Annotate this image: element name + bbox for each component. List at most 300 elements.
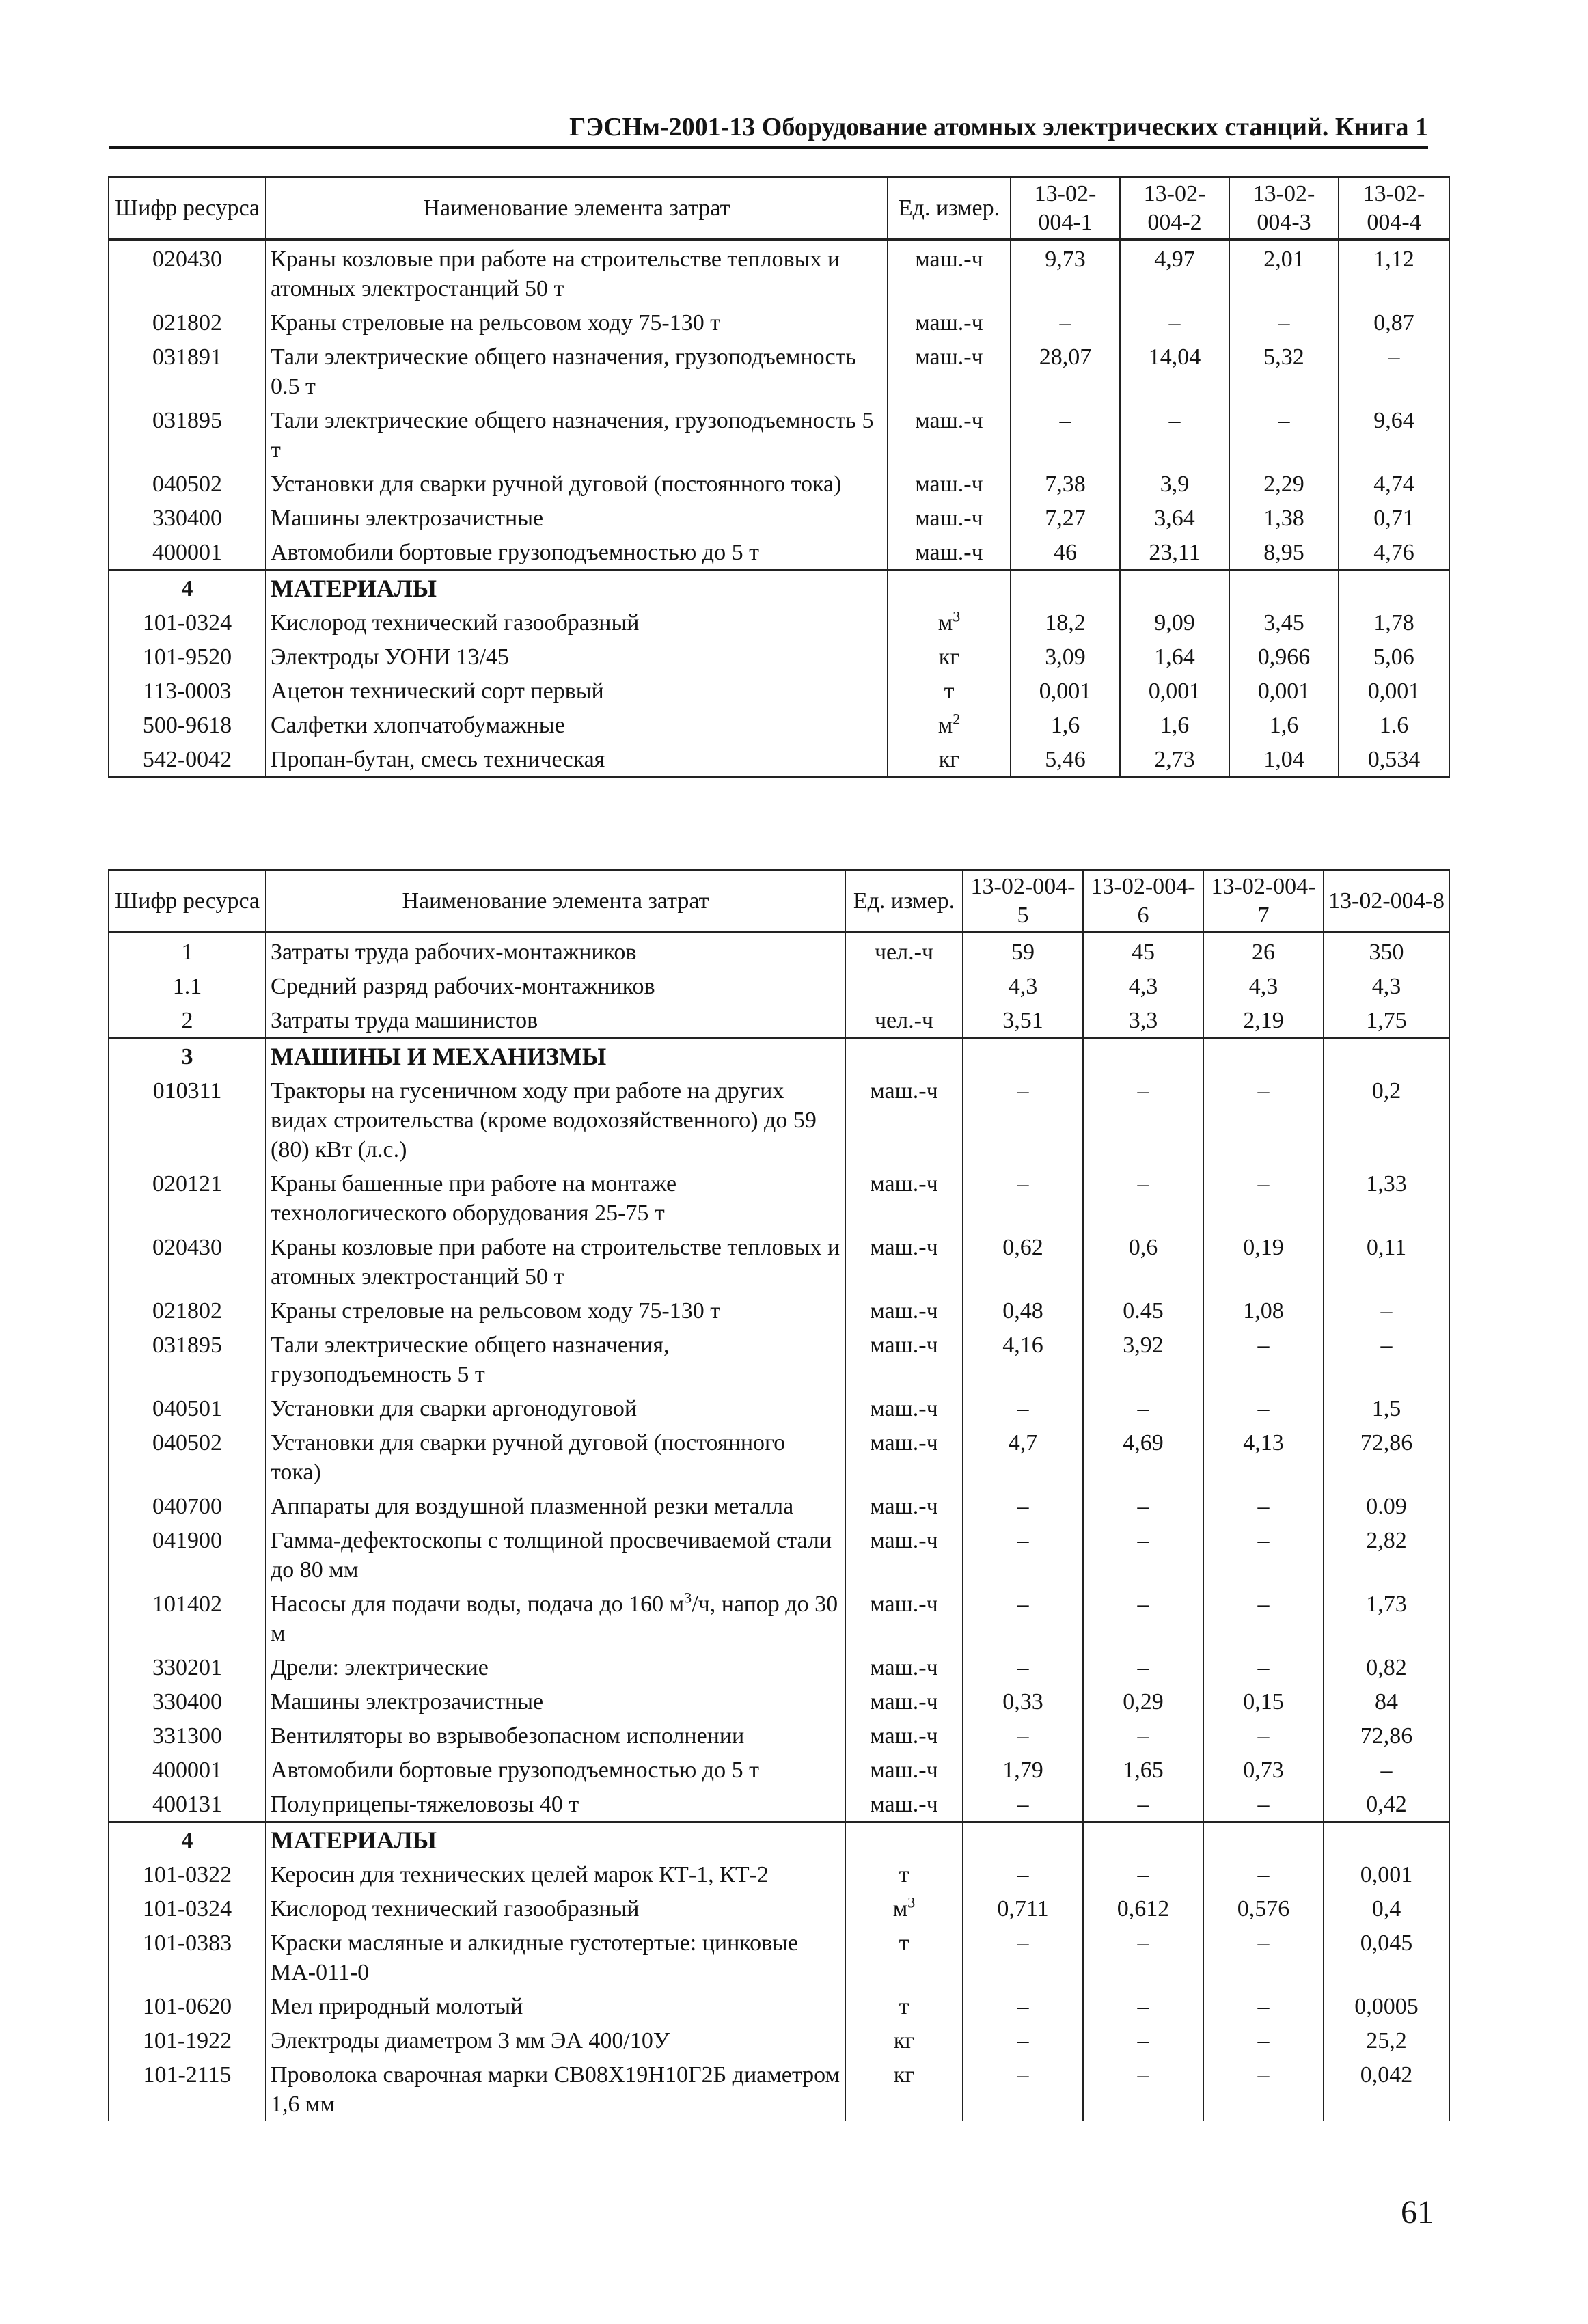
resource-code: 031895 [109,403,266,467]
unit-cell: маш.-ч [888,467,1011,501]
table-row [109,535,1449,571]
value-cell: – [1120,403,1229,467]
value-cell: 1,6 [1011,708,1120,742]
table-row [109,933,1449,970]
resource-code: 4 [109,1822,266,1858]
value-cell: 1,6 [1120,708,1229,742]
resource-name: Электроды УОНИ 13/45 [266,640,888,674]
value-cell: – [1203,1391,1324,1425]
table-row [109,1074,1449,1166]
value-cell: – [963,2058,1083,2121]
value-cell: 0,966 [1229,640,1339,674]
value-cell [1229,571,1339,606]
value-cell [963,1822,1083,1858]
resource-name: Тали электрические общего назначения, грузоподъемность 5 т [266,1328,845,1391]
unit-cell: маш.-ч [888,535,1011,571]
value-cell: 2,29 [1229,467,1339,501]
value-cell: 1,73 [1324,1587,1449,1650]
value-cell: – [1083,1650,1203,1684]
unit-cell: кг [845,2023,963,2058]
value-cell: 1,64 [1120,640,1229,674]
resource-name: Вентиляторы во взрывобезопасном исполнении [266,1719,845,1753]
resource-name: Затраты труда машинистов [266,1003,845,1039]
resource-table-2 [108,869,1450,2121]
value-cell: – [963,1719,1083,1753]
value-cell [1324,1039,1449,1074]
value-cell: – [963,1166,1083,1230]
unit-cell: $м^3$ [845,1891,963,1926]
resource-name: Краны стреловые на рельсовом ходу 75-130 т [266,1294,845,1328]
value-cell: 0,11 [1324,1230,1449,1294]
value-cell: 25,2 [1324,2023,1449,2058]
resource-code: 040502 [109,1425,266,1489]
unit-cell: кг [845,2058,963,2121]
unit-cell: маш.-ч [845,1425,963,1489]
section-row [109,1822,1449,1858]
value-cell: 5,06 [1339,640,1449,674]
value-cell: 26 [1203,933,1324,970]
table-row [109,1166,1449,1230]
table-row [109,1230,1449,1294]
table-row [109,2023,1449,2058]
resource-code: 101-2115 [109,2058,266,2121]
value-cell [1011,571,1120,606]
value-cell: 1,79 [963,1753,1083,1787]
value-cell: 18,2 [1011,605,1120,640]
value-cell: 0,15 [1203,1684,1324,1719]
unit-cell: маш.-ч [845,1523,963,1587]
resource-code: 040700 [109,1489,266,1523]
header-unit: Ед. измер. [888,178,1011,240]
resource-code: 101-1922 [109,2023,266,2058]
table-row [109,1587,1449,1650]
unit-cell: т [845,1989,963,2023]
value-cell: – [1083,1787,1203,1822]
table-row [109,708,1449,742]
resource-code: 330400 [109,501,266,535]
resource-name: Проволока сварочная марки СВ08Х19Н10Г2Б диаметром 1,6 мм [266,2058,845,2121]
value-cell: – [1203,1989,1324,2023]
value-cell: 1,04 [1229,742,1339,778]
resource-code: 101-0324 [109,605,266,640]
header-unit: Ед. измер. [845,871,963,933]
resource-name: Краски масляные и алкидные густотертые: цинковые МА-011-0 [266,1926,845,1989]
value-cell: 0,42 [1324,1787,1449,1822]
value-cell: – [1324,1294,1449,1328]
resource-code: 1 [109,933,266,970]
unit-cell: маш.-ч [845,1294,963,1328]
section-title: МАТЕРИАЛЫ [266,1822,845,1858]
header-col-3: 13-02-004-3 [1229,178,1339,240]
value-cell: 0,0005 [1324,1989,1449,2023]
value-cell: 4,74 [1339,467,1449,501]
resource-code: 1.1 [109,969,266,1003]
value-cell: 0,71 [1339,501,1449,535]
unit-cell: маш.-ч [845,1719,963,1753]
resource-name: Ацетон технический сорт первый [266,674,888,708]
unit-cell: маш.-ч [845,1650,963,1684]
value-cell: 4,3 [963,969,1083,1003]
resource-name: Тали электрические общего назначения, грузоподъемность 5 т [266,403,888,467]
value-cell: 2,19 [1203,1003,1324,1039]
resource-name: Мел природный молотый [266,1989,845,2023]
resource-name: Электроды диаметром 3 мм ЭА 400/10У [266,2023,845,2058]
resource-name: Тали электрические общего назначения, грузоподъемность 0.5 т [266,340,888,403]
resource-code: 330400 [109,1684,266,1719]
resource-code: 101-0620 [109,1989,266,2023]
value-cell: – [1203,1787,1324,1822]
resource-code: 101-0324 [109,1891,266,1926]
value-cell: – [1011,305,1120,340]
value-cell: – [1203,1328,1324,1391]
value-cell: 23,11 [1120,535,1229,571]
table-row [109,1719,1449,1753]
unit-cell: чел.-ч [845,933,963,970]
unit-cell: маш.-ч [888,403,1011,467]
unit-cell: маш.-ч [845,1074,963,1166]
table-row [109,1391,1449,1425]
value-cell: 8,95 [1229,535,1339,571]
value-cell: – [1083,1166,1203,1230]
value-cell: 3,92 [1083,1328,1203,1391]
header-col-7: 13-02-004-7 [1203,871,1324,933]
unit-cell: кг [888,742,1011,778]
unit-cell: т [888,674,1011,708]
resource-code: 101402 [109,1587,266,1650]
value-cell: – [1083,1926,1203,1989]
table-row [109,1294,1449,1328]
table-row [109,467,1449,501]
value-cell: – [963,1787,1083,1822]
table-row [109,640,1449,674]
unit-cell: маш.-ч [845,1684,963,1719]
value-cell: 72,86 [1324,1719,1449,1753]
value-cell: – [1203,1166,1324,1230]
value-cell: 2,82 [1324,1523,1449,1587]
header-col-6: 13-02-004-6 [1083,871,1203,933]
table-row [109,1328,1449,1391]
resource-code: 021802 [109,1294,266,1328]
value-cell [1083,1822,1203,1858]
resource-name: Кислород технический газообразный [266,605,888,640]
document-header [109,109,1428,149]
value-cell: 3,3 [1083,1003,1203,1039]
value-cell: 0,48 [963,1294,1083,1328]
resource-name: Установки для сварки ручной дуговой (постоянного тока) [266,1425,845,1489]
resource-code: 040502 [109,467,266,501]
value-cell: 0,576 [1203,1891,1324,1926]
resource-name: Полуприцепы-тяжеловозы 40 т [266,1787,845,1822]
resource-code: 041900 [109,1523,266,1587]
table-body [109,240,1449,778]
resource-name: Дрели: электрические [266,1650,845,1684]
resource-name: Тракторы на гусеничном ходу при работе на других видах строительства (кроме водохозяйственного) до 59 (80) кВт (л.с.) [266,1074,845,1166]
value-cell: – [1203,1719,1324,1753]
resource-code: 400001 [109,535,266,571]
resource-code: 031895 [109,1328,266,1391]
resource-name: Кислород технический газообразный [266,1891,845,1926]
value-cell: – [1203,1489,1324,1523]
header-col-5: 13-02-004-5 [963,871,1083,933]
value-cell: 1.6 [1339,708,1449,742]
value-cell: – [963,1391,1083,1425]
value-cell: – [1203,1857,1324,1891]
value-cell [963,1039,1083,1074]
value-cell: 1,08 [1203,1294,1324,1328]
table-body [109,933,1449,2122]
value-cell: – [1203,1587,1324,1650]
value-cell: 28,07 [1011,340,1120,403]
value-cell: 72,86 [1324,1425,1449,1489]
value-cell: 2,01 [1229,240,1339,306]
unit-cell: маш.-ч [845,1230,963,1294]
value-cell: – [1324,1328,1449,1391]
resource-name: Автомобили бортовые грузоподъемностью до 5 т [266,1753,845,1787]
value-cell: 0,4 [1324,1891,1449,1926]
section-row [109,1039,1449,1074]
resource-name: Машины электрозачистные [266,1684,845,1719]
value-cell: – [1011,403,1120,467]
value-cell: 0,2 [1324,1074,1449,1166]
value-cell: – [1083,1857,1203,1891]
value-cell: 4,7 [963,1425,1083,1489]
value-cell: 1,65 [1083,1753,1203,1787]
table-row [109,742,1449,778]
value-cell: 0,045 [1324,1926,1449,1989]
resource-name: Краны козловые при работе на строительстве тепловых и атомных электростанций 50 т [266,240,888,306]
page-number: 61 [1401,2194,1434,2230]
table-row [109,1787,1449,1822]
value-cell: – [1120,305,1229,340]
value-cell: 14,04 [1120,340,1229,403]
unit-cell: маш.-ч [845,1391,963,1425]
table-header-row [109,178,1449,240]
header-code: Шифр ресурса [109,178,266,240]
value-cell: 4,69 [1083,1425,1203,1489]
value-cell: – [1083,2023,1203,2058]
value-cell: 0,711 [963,1891,1083,1926]
value-cell: 0,73 [1203,1753,1324,1787]
document-title: ГЭСНм-2001-13 Оборудование атомных электрических станций. Книга 1 [569,113,1428,141]
value-cell: 5,32 [1229,340,1339,403]
value-cell [1203,1039,1324,1074]
table-row [109,1003,1449,1039]
value-cell: – [1083,1989,1203,2023]
value-cell: 1,75 [1324,1003,1449,1039]
resource-name: Гамма-дефектоскопы с толщиной просвечиваемой стали до 80 мм [266,1523,845,1587]
value-cell: – [1083,1489,1203,1523]
value-cell: 0.09 [1324,1489,1449,1523]
resource-code: 400001 [109,1753,266,1787]
value-cell: – [1083,1391,1203,1425]
value-cell: 59 [963,933,1083,970]
unit-cell: чел.-ч [845,1003,963,1039]
value-cell: 5,46 [1011,742,1120,778]
value-cell: 0,001 [1324,1857,1449,1891]
unit-cell: кг [888,640,1011,674]
value-cell: 3,09 [1011,640,1120,674]
value-cell: 1,6 [1229,708,1339,742]
value-cell: – [1324,1753,1449,1787]
value-cell: 3,45 [1229,605,1339,640]
value-cell: 9,09 [1120,605,1229,640]
unit-cell [888,571,1011,606]
table-row [109,1891,1449,1926]
resource-name: Установки для сварки аргонодуговой [266,1391,845,1425]
table-row [109,501,1449,535]
header-col-4: 13-02-004-4 [1339,178,1449,240]
unit-cell [845,1822,963,1858]
unit-cell: маш.-ч [888,240,1011,306]
value-cell: 7,38 [1011,467,1120,501]
value-cell: 0,62 [963,1230,1083,1294]
resource-code: 2 [109,1003,266,1039]
header-name: Наименование элемента затрат [266,178,888,240]
value-cell: – [1083,2058,1203,2121]
table-row [109,1684,1449,1719]
header-col-2: 13-02-004-2 [1120,178,1229,240]
value-cell: 45 [1083,933,1203,970]
resource-name: Затраты труда рабочих-монтажников [266,933,845,970]
table-row [109,674,1449,708]
table-row [109,1753,1449,1787]
value-cell: 4,3 [1203,969,1324,1003]
value-cell: – [1229,403,1339,467]
value-cell: – [963,1650,1083,1684]
value-cell: 0,534 [1339,742,1449,778]
value-cell: – [963,1587,1083,1650]
resource-table-1 [108,176,1450,778]
resource-code: 331300 [109,1719,266,1753]
unit-cell: маш.-ч [888,340,1011,403]
resource-code: 020430 [109,240,266,306]
value-cell: – [1083,1074,1203,1166]
resource-name: Средний разряд рабочих-монтажников [266,969,845,1003]
resource-code: 3 [109,1039,266,1074]
unit-cell: маш.-ч [888,305,1011,340]
resource-code: 500-9618 [109,708,266,742]
value-cell: 0,19 [1203,1230,1324,1294]
resource-code: 021802 [109,305,266,340]
value-cell: 4,97 [1120,240,1229,306]
table-row [109,969,1449,1003]
resource-code: 020430 [109,1230,266,1294]
value-cell: 4,16 [963,1328,1083,1391]
value-cell [1339,571,1449,606]
value-cell: – [1203,2058,1324,2121]
value-cell: 1,38 [1229,501,1339,535]
value-cell: 1,78 [1339,605,1449,640]
unit-cell [845,1039,963,1074]
resource-name: Керосин для технических целей марок КТ-1, КТ-2 [266,1857,845,1891]
value-cell: – [963,1926,1083,1989]
value-cell: 2,73 [1120,742,1229,778]
unit-cell: т [845,1926,963,1989]
resource-code: 113-0003 [109,674,266,708]
value-cell: – [963,1857,1083,1891]
value-cell: – [1229,305,1339,340]
unit-cell: маш.-ч [845,1166,963,1230]
value-cell: 0,612 [1083,1891,1203,1926]
resource-name: Установки для сварки ручной дуговой (постоянного тока) [266,467,888,501]
table-row [109,1857,1449,1891]
value-cell: 1,33 [1324,1166,1449,1230]
resource-name: Пропан-бутан, смесь техническая [266,742,888,778]
header-code: Шифр ресурса [109,871,266,933]
resource-name: Краны башенные при работе на монтаже технологического оборудования 25-75 т [266,1166,845,1230]
value-cell: – [1339,340,1449,403]
value-cell: 0,001 [1339,674,1449,708]
value-cell: – [963,1523,1083,1587]
unit-cell: маш.-ч [888,501,1011,535]
header-col-1: 13-02-004-1 [1011,178,1120,240]
value-cell: 1,12 [1339,240,1449,306]
header-name: Наименование элемента затрат [266,871,845,933]
value-cell: 0,87 [1339,305,1449,340]
resource-code: 040501 [109,1391,266,1425]
unit-cell: маш.-ч [845,1328,963,1391]
table-row [109,1425,1449,1489]
value-cell: – [1203,2023,1324,2058]
value-cell: – [1203,1074,1324,1166]
table-row [109,1650,1449,1684]
resource-code: 101-0322 [109,1857,266,1891]
value-cell: – [963,1989,1083,2023]
resource-code: 400131 [109,1787,266,1822]
value-cell: – [963,2023,1083,2058]
table-row [109,403,1449,467]
unit-cell: маш.-ч [845,1587,963,1650]
value-cell: 4,13 [1203,1425,1324,1489]
value-cell: 3,9 [1120,467,1229,501]
table-row [109,305,1449,340]
value-cell: 4,3 [1324,969,1449,1003]
value-cell: – [1203,1523,1324,1587]
resource-code: 020121 [109,1166,266,1230]
resource-name: Машины электрозачистные [266,501,888,535]
value-cell: – [1083,1587,1203,1650]
table-row [109,2058,1449,2121]
value-cell [1083,1039,1203,1074]
table-row [109,1523,1449,1587]
value-cell: 3,64 [1120,501,1229,535]
resource-name: Краны стреловые на рельсовом ходу 75-130 т [266,305,888,340]
unit-cell: маш.-ч [845,1489,963,1523]
unit-cell: т [845,1857,963,1891]
value-cell: 4,3 [1083,969,1203,1003]
unit-cell: маш.-ч [845,1753,963,1787]
section-title: МАТЕРИАЛЫ [266,571,888,606]
resource-code: 330201 [109,1650,266,1684]
resource-code: 101-0383 [109,1926,266,1989]
resource-code: 031891 [109,340,266,403]
value-cell: – [1083,1719,1203,1753]
value-cell: 0,001 [1229,674,1339,708]
value-cell: 0.45 [1083,1294,1203,1328]
unit-cell: $м^3$ [888,605,1011,640]
value-cell: – [963,1489,1083,1523]
table-row [109,1989,1449,2023]
table-header-row [109,871,1449,933]
value-cell: – [963,1074,1083,1166]
value-cell: 350 [1324,933,1449,970]
table-row [109,340,1449,403]
resource-name: Аппараты для воздушной плазменной резки металла [266,1489,845,1523]
value-cell: 0,001 [1011,674,1120,708]
value-cell: 0,29 [1083,1684,1203,1719]
resource-name: Автомобили бортовые грузоподъемностью до 5 т [266,535,888,571]
value-cell: 84 [1324,1684,1449,1719]
